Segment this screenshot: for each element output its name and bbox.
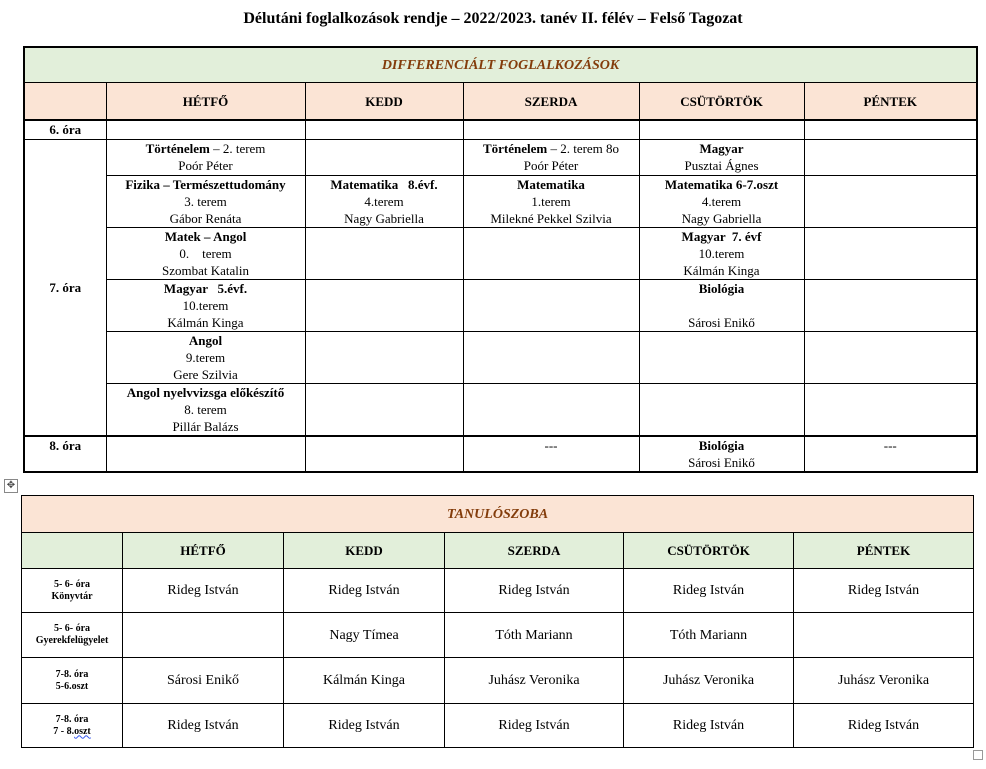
resize-handle-icon[interactable] [973, 750, 983, 760]
differentiated-banner: DIFFERENCIÁLT FOGLALKOZÁSOK [24, 47, 977, 83]
day-header-friday: PÉNTEK [804, 83, 977, 121]
teacher: Kálmán Kinga [683, 262, 760, 278]
subject: Angol [188, 332, 223, 348]
teacher-cell: Tóth Mariann [445, 613, 624, 658]
teacher-cell: Rideg István [123, 704, 284, 748]
cell [305, 331, 463, 383]
class-cell [106, 331, 305, 383]
row-label: 7-8. óra 7 - 8.oszt [22, 704, 123, 748]
class-cell [639, 227, 804, 279]
period-6-label: 6. óra [24, 120, 106, 139]
room: – 2. terem [209, 140, 266, 156]
day-header-wednesday: SZERDA [445, 533, 624, 569]
row-label: 5- 6- óra Gyerekfelügyelet [22, 613, 123, 658]
day-header-tuesday: KEDD [305, 83, 463, 121]
teacher: Sárosi Enikő [688, 314, 755, 330]
teacher-cell: Juhász Veronika [624, 658, 794, 704]
dash-cell: --- [463, 436, 639, 472]
class-cell [463, 139, 639, 175]
class-cell [106, 279, 305, 331]
room: 3. terem [184, 193, 227, 209]
move-handle-icon[interactable]: ✥ [4, 479, 18, 493]
teacher: Pillár Balázs [172, 418, 239, 434]
class-cell [639, 436, 804, 472]
subject: Matematika 8.évf. [330, 176, 438, 192]
teacher-cell [123, 613, 284, 658]
room: 0. terem [179, 245, 232, 261]
class-cell [639, 139, 804, 175]
room: – 2. terem 8o [547, 140, 620, 156]
cell [804, 331, 977, 383]
teacher: Nagy Gabriella [681, 210, 762, 226]
teacher-cell: Rideg István [624, 569, 794, 613]
cell [305, 227, 463, 279]
day-header-friday: PÉNTEK [794, 533, 974, 569]
room: 1.terem [531, 193, 571, 209]
subject: Angol nyelvvizsga előkészítő [126, 384, 285, 400]
cell [463, 120, 639, 139]
subject: Matematika [517, 176, 585, 192]
teacher: Szombat Katalin [161, 262, 249, 278]
cell [804, 120, 977, 139]
teacher-cell: Rideg István [624, 704, 794, 748]
room: 10.terem [182, 297, 229, 313]
class-cell [463, 175, 639, 227]
day-header-tuesday: KEDD [284, 533, 445, 569]
subject: Történelem [482, 140, 548, 156]
cell [804, 139, 977, 175]
cell [463, 279, 639, 331]
class-cell [639, 279, 804, 331]
subject: Matematika 6-7.oszt [664, 176, 779, 192]
corner-cell [22, 533, 123, 569]
cell [639, 383, 804, 436]
differentiated-activities-table [23, 46, 978, 473]
period-7-label: 7. óra [24, 139, 106, 436]
teacher: Milekné Pekkel Szilvia [490, 210, 612, 226]
day-header-thursday: CSÜTÖRTÖK [624, 533, 794, 569]
cell [305, 436, 463, 472]
cell [463, 331, 639, 383]
teacher: Poór Péter [523, 157, 579, 173]
teacher: Sárosi Enikő [688, 454, 755, 470]
class-cell [106, 227, 305, 279]
subject: Magyar 5.évf. [163, 280, 248, 296]
subject: Történelem [145, 140, 210, 156]
row-label: 7-8. óra 5-6.oszt [22, 658, 123, 704]
subject: Magyar [699, 140, 744, 156]
class-cell [106, 139, 305, 175]
teacher-cell: Nagy Tímea [284, 613, 445, 658]
cell [639, 331, 804, 383]
cell [305, 120, 463, 139]
document-title: Délutáni foglalkozások rendje – 2022/2023. tanév II. félév – Felső Tagozat [243, 10, 743, 27]
room: 9.terem [185, 349, 226, 365]
cell [106, 120, 305, 139]
cell [305, 279, 463, 331]
day-header-wednesday: SZERDA [463, 83, 639, 121]
teacher: Poór Péter [178, 157, 233, 173]
subject: Biológia [698, 437, 745, 453]
room: 8. terem [184, 401, 227, 417]
study-hall-banner: TANULÓSZOBA [22, 496, 974, 533]
room: 4.terem [701, 193, 742, 209]
teacher: Kálmán Kinga [167, 314, 244, 330]
cell [804, 383, 977, 436]
day-header-monday: HÉTFŐ [106, 83, 305, 121]
cell [804, 227, 977, 279]
subject: Fizika – Természettudomány [125, 176, 286, 192]
cell [305, 139, 463, 175]
teacher: Gábor Renáta [169, 210, 242, 226]
class-cell [106, 383, 305, 436]
cell [106, 436, 305, 472]
class-cell [106, 175, 305, 227]
room: 10.terem [698, 245, 745, 261]
cell [804, 175, 977, 227]
teacher-cell: Rideg István [445, 569, 624, 613]
cell [639, 120, 804, 139]
teacher-cell: Rideg István [794, 569, 974, 613]
cell [804, 279, 977, 331]
teacher-cell: Kálmán Kinga [284, 658, 445, 704]
subject: Biológia [698, 280, 745, 296]
teacher-cell: Tóth Mariann [624, 613, 794, 658]
teacher-cell: Juhász Veronika [794, 658, 974, 704]
class-cell [305, 175, 463, 227]
subject: Magyar 7. évf [681, 228, 762, 244]
day-header-monday: HÉTFŐ [123, 533, 284, 569]
teacher-cell: Rideg István [284, 704, 445, 748]
teacher-cell: Rideg István [445, 704, 624, 748]
day-header-thursday: CSÜTÖRTÖK [639, 83, 804, 121]
teacher-cell: Rideg István [794, 704, 974, 748]
teacher-cell [794, 613, 974, 658]
row-label: 5- 6- óra Könyvtár [22, 569, 123, 613]
study-hall-table [21, 495, 974, 748]
corner-cell [24, 83, 106, 121]
teacher: Gere Szilvia [173, 366, 238, 382]
room: 4.terem [364, 193, 404, 209]
period-8-label: 8. óra [24, 436, 106, 472]
subject: Matek – Angol [164, 228, 247, 244]
cell [463, 227, 639, 279]
teacher-cell: Rideg István [284, 569, 445, 613]
cell [463, 383, 639, 436]
teacher: Nagy Gabriella [344, 210, 424, 226]
teacher-cell: Rideg István [123, 569, 284, 613]
class-cell [639, 175, 804, 227]
teacher: Pusztai Ágnes [684, 157, 759, 173]
dash-cell: --- [804, 436, 977, 472]
teacher-cell: Sárosi Enikő [123, 658, 284, 704]
cell [305, 383, 463, 436]
teacher-cell: Juhász Veronika [445, 658, 624, 704]
